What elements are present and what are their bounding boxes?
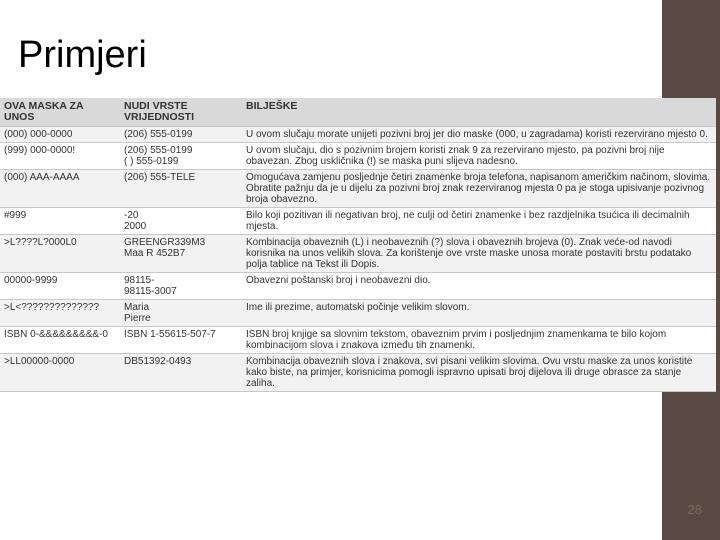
- table-row: [0, 127, 716, 143]
- value-cell: (206) 555-0199 ( ) 555-0199: [120, 143, 242, 170]
- table-header-row: [0, 98, 716, 127]
- page-number: 28: [687, 502, 702, 517]
- header-notes: BILJEŠKE: [242, 98, 716, 127]
- note-cell: Kombinacija obaveznih slova i znakova, svi pisani velikim slovima. Ovu vrstu maske za unos koristite kako biste, na primjer, korisnicima pomogli ispravno upisati broj dijelova ili druge obrasce za stanje zaliha.: [242, 354, 716, 392]
- mask-cell: (000) 000-0000: [0, 127, 120, 143]
- mask-cell: >LL00000-0000: [0, 354, 120, 392]
- header-value-types: NUDI VRSTE VRIJEDNOSTI: [120, 98, 242, 127]
- mask-cell: >L????L?000L0: [0, 235, 120, 273]
- input-mask-examples-table: [0, 98, 716, 392]
- note-cell: U ovom slučaju morate unijeti pozivni broj jer dio maske (000, u zagradama) koristi rezervirano mjesto 0.: [242, 127, 716, 143]
- mask-cell: (000) AAA-AAAA: [0, 170, 120, 208]
- value-cell: -20 2000: [120, 208, 242, 235]
- value-cell: DB51392-0493: [120, 354, 242, 392]
- table-row: [0, 170, 716, 208]
- note-cell: Kombinacija obaveznih (L) i neobaveznih (?) slova i obaveznih brojeva (0). Znak veće-od navodi korisnika na unos velikih slova. Za korištenje ove vrste maske unosa morate postaviti brstu podatako polja tablice na Tekst ili Dopis.: [242, 235, 716, 273]
- mask-cell: #999: [0, 208, 120, 235]
- table-row: [0, 273, 716, 300]
- mask-cell: 00000-9999: [0, 273, 120, 300]
- value-cell: (206) 555-0199: [120, 127, 242, 143]
- value-cell: GREENGR339M3 Maa R 452B7: [120, 235, 242, 273]
- table-row: [0, 327, 716, 354]
- note-cell: Ime ili prezime, automatski počinje velikim slovom.: [242, 300, 716, 327]
- note-cell: ISBN broj knjige sa slovnim tekstom, obaveznim prvim i posljednjim znamenkama te bilo kojom kombinacijom slova i znakova između tih znamenki.: [242, 327, 716, 354]
- table-row: [0, 300, 716, 327]
- slide-title: Primjeri: [18, 34, 147, 76]
- value-cell: (206) 555-TELE: [120, 170, 242, 208]
- note-cell: Omogućava zamjenu posljednje četiri znamenke broja telefona, napisanom američkim načinom, slovima. Obratite pažnju da je u dijelu za pozivni broj znak rezerviranog mjesta 0 pa je stoga upisivanje pozivnog broja obavezno.: [242, 170, 716, 208]
- table-row: [0, 235, 716, 273]
- mask-cell: (999) 000-0000!: [0, 143, 120, 170]
- note-cell: Bilo koji pozitivan ili negativan broj, ne culji od četiri znamenke i bez razdjelnika tsućica ili decimalnih mjesta.: [242, 208, 716, 235]
- value-cell: 98115- 98115-3007: [120, 273, 242, 300]
- table-row: [0, 354, 716, 392]
- note-cell: U ovom slučaju, dio s pozivnim brojem koristi znak 9 za rezervirano mjesto, pa pozivni broj nije obavezan. Zbog uskličnika (!) se maska puni slijeva nadesno.: [242, 143, 716, 170]
- value-cell: ISBN 1-55615-507-7: [120, 327, 242, 354]
- table-row: [0, 143, 716, 170]
- value-cell: Maria Pierre: [120, 300, 242, 327]
- mask-cell: ISBN 0-&&&&&&&&&-0: [0, 327, 120, 354]
- note-cell: Obavezni poštanski broj i neobavezni dio.: [242, 273, 716, 300]
- mask-cell: >L<??????????????: [0, 300, 120, 327]
- table-row: [0, 208, 716, 235]
- header-input-mask: OVA MASKA ZA UNOS: [0, 98, 120, 127]
